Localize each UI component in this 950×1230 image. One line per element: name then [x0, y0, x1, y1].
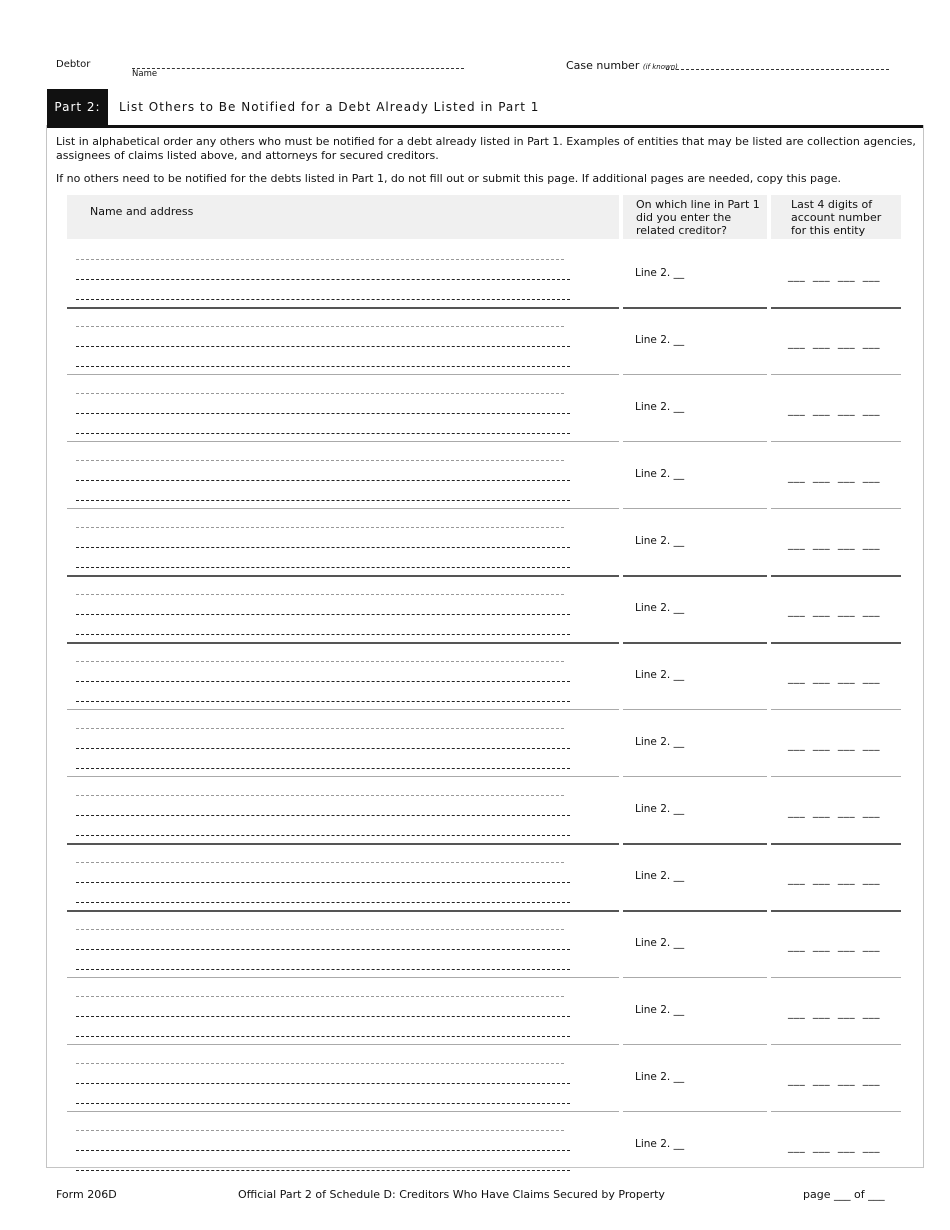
- digits-column-header: Last 4 digits of account number for this entity: [771, 195, 901, 239]
- line-number-label: Line 2. __: [635, 1004, 685, 1016]
- address-line-2[interactable]: [76, 299, 570, 300]
- account-digits-cell[interactable]: [771, 1112, 901, 1168]
- name-line[interactable]: [76, 1130, 564, 1131]
- line-number-cell[interactable]: [623, 375, 767, 442]
- account-digits-cell[interactable]: [771, 576, 901, 644]
- table-row: [67, 777, 901, 843]
- table-row: [67, 241, 901, 307]
- name-address-cell: [67, 978, 619, 1045]
- debtor-name-field[interactable]: [132, 58, 464, 69]
- table-row: [67, 710, 901, 776]
- line-number-label: Line 2. __: [635, 803, 685, 815]
- name-label: Name: [132, 69, 158, 79]
- account-digits-cell[interactable]: [771, 911, 901, 978]
- table-row: [67, 442, 901, 508]
- account-digits-blanks: ___ ___ ___ ___: [788, 806, 881, 818]
- address-line-1[interactable]: [76, 815, 570, 816]
- name-line[interactable]: [76, 594, 564, 595]
- name-line[interactable]: [76, 728, 564, 729]
- table-row: [67, 844, 901, 910]
- name-address-cell: [67, 241, 619, 309]
- name-address-cell: [67, 308, 619, 375]
- name-address-cell: [67, 1112, 619, 1168]
- address-line-1[interactable]: [76, 681, 570, 682]
- page-number: page ___ of ___: [803, 1188, 885, 1201]
- account-digits-blanks: ___ ___ ___ ___: [788, 471, 881, 483]
- name-address-cell: [67, 844, 619, 912]
- line-number-cell[interactable]: [623, 643, 767, 710]
- table-row: [67, 978, 901, 1044]
- address-line-1[interactable]: [76, 346, 570, 347]
- instruction-2: If no others need to be notified for the debts listed in Part 1, do not fill out or submit this page. If additional pages are needed, copy this page.: [56, 172, 842, 185]
- name-line[interactable]: [76, 259, 564, 260]
- table-row: [67, 375, 901, 441]
- part-title: List Others to Be Notified for a Debt Already Listed in Part 1: [119, 100, 540, 114]
- name-line[interactable]: [76, 862, 564, 863]
- line-number-label: Line 2. __: [635, 669, 685, 681]
- address-line-1[interactable]: [76, 949, 570, 950]
- line-number-cell[interactable]: [623, 978, 767, 1045]
- address-line-2[interactable]: [76, 1170, 570, 1171]
- account-digits-cell[interactable]: [771, 308, 901, 375]
- address-line-2[interactable]: [76, 768, 570, 769]
- table-row: [67, 576, 901, 642]
- table-row: [67, 509, 901, 575]
- address-line-2[interactable]: [76, 366, 570, 367]
- if-known-label: (if known): [642, 63, 678, 71]
- name-address-cell: [67, 710, 619, 777]
- account-digits-blanks: ___ ___ ___ ___: [788, 605, 881, 617]
- account-digits-cell[interactable]: [771, 844, 901, 912]
- instruction-1: List in alphabetical order any others who must be notified for a debt already listed in Part 1. Examples of entities that may be listed are collection agencies, assignees of claims listed above, and attorneys for secured creditors.: [56, 135, 916, 162]
- address-line-2[interactable]: [76, 902, 570, 903]
- name-address-cell: [67, 442, 619, 509]
- account-digits-blanks: ___ ___ ___ ___: [788, 337, 881, 349]
- line-number-label: Line 2. __: [635, 1138, 685, 1150]
- line-number-label: Line 2. __: [635, 267, 685, 279]
- account-digits-blanks: ___ ___ ___ ___: [788, 538, 881, 550]
- name-address-cell: [67, 576, 619, 644]
- case-number-field[interactable]: [666, 58, 889, 70]
- address-line-1[interactable]: [76, 614, 570, 615]
- form-number: Form 206D: [56, 1188, 117, 1201]
- line-number-cell[interactable]: [623, 509, 767, 577]
- address-line-2[interactable]: [76, 567, 570, 568]
- account-digits-blanks: ___ ___ ___ ___: [788, 1007, 881, 1019]
- address-line-2[interactable]: [76, 1103, 570, 1104]
- line-number-label: Line 2. __: [635, 602, 685, 614]
- line-number-cell[interactable]: [623, 911, 767, 978]
- address-line-1[interactable]: [76, 882, 570, 883]
- line-number-label: Line 2. __: [635, 535, 685, 547]
- line-number-label: Line 2. __: [635, 1071, 685, 1083]
- part-label: Part 2:: [47, 89, 108, 125]
- account-digits-cell[interactable]: [771, 241, 901, 309]
- table-row: [67, 308, 901, 374]
- part-2-header: [47, 89, 924, 128]
- address-line-1[interactable]: [76, 1083, 570, 1084]
- line-column-header: On which line in Part 1 did you enter the related creditor?: [623, 195, 767, 239]
- name-address-cell: [67, 911, 619, 978]
- address-line-1[interactable]: [76, 480, 570, 481]
- line-number-label: Line 2. __: [635, 468, 685, 480]
- name-address-cell: [67, 509, 619, 577]
- name-line[interactable]: [76, 527, 564, 528]
- line-number-cell[interactable]: [623, 1112, 767, 1168]
- table-row: [67, 643, 901, 709]
- address-line-2[interactable]: [76, 835, 570, 836]
- name-line[interactable]: [76, 460, 564, 461]
- address-line-2[interactable]: [76, 634, 570, 635]
- name-address-cell: [67, 375, 619, 442]
- address-line-2[interactable]: [76, 433, 570, 434]
- name-line[interactable]: [76, 661, 564, 662]
- line-number-cell[interactable]: [623, 844, 767, 912]
- name-line[interactable]: [76, 795, 564, 796]
- line-number-cell[interactable]: [623, 710, 767, 777]
- case-number-label: Case number (if known): [566, 59, 678, 72]
- address-line-1[interactable]: [76, 1016, 570, 1017]
- form-title: Official Part 2 of Schedule D: Creditors Who Have Claims Secured by Property: [238, 1188, 665, 1201]
- address-line-1[interactable]: [76, 1150, 570, 1151]
- line-number-label: Line 2. __: [635, 870, 685, 882]
- name-address-cell: [67, 643, 619, 710]
- account-digits-cell[interactable]: [771, 710, 901, 777]
- table-row: [67, 1045, 901, 1111]
- account-digits-cell[interactable]: [771, 442, 901, 509]
- account-digits-blanks: ___ ___ ___ ___: [788, 873, 881, 885]
- account-digits-cell[interactable]: [771, 777, 901, 845]
- account-digits-blanks: ___ ___ ___ ___: [788, 404, 881, 416]
- table-row: [67, 911, 901, 977]
- name-address-header: Name and address: [67, 195, 619, 239]
- line-number-cell[interactable]: [623, 1045, 767, 1112]
- account-digits-blanks: ___ ___ ___ ___: [788, 940, 881, 952]
- name-address-cell: [67, 777, 619, 845]
- address-line-1[interactable]: [76, 547, 570, 548]
- account-digits-blanks: ___ ___ ___ ___: [788, 739, 881, 751]
- account-digits-cell[interactable]: [771, 1045, 901, 1112]
- line-number-label: Line 2. __: [635, 736, 685, 748]
- line-number-cell[interactable]: [623, 576, 767, 644]
- account-digits-cell[interactable]: [771, 375, 901, 442]
- account-digits-cell[interactable]: [771, 978, 901, 1045]
- name-line[interactable]: [76, 1063, 564, 1064]
- line-number-label: Line 2. __: [635, 334, 685, 346]
- address-line-1[interactable]: [76, 413, 570, 414]
- line-number-cell[interactable]: [623, 442, 767, 509]
- name-line[interactable]: [76, 393, 564, 394]
- name-line[interactable]: [76, 326, 564, 327]
- line-number-label: Line 2. __: [635, 401, 685, 413]
- address-line-2[interactable]: [76, 701, 570, 702]
- account-digits-cell[interactable]: [771, 643, 901, 710]
- account-digits-blanks: ___ ___ ___ ___: [788, 270, 881, 282]
- account-digits-blanks: ___ ___ ___ ___: [788, 1074, 881, 1086]
- table-row: [67, 1112, 901, 1168]
- address-line-2[interactable]: [76, 969, 570, 970]
- name-line[interactable]: [76, 996, 564, 997]
- name-line[interactable]: [76, 929, 564, 930]
- line-number-cell[interactable]: [623, 308, 767, 375]
- address-line-1[interactable]: [76, 748, 570, 749]
- line-number-cell[interactable]: [623, 777, 767, 845]
- address-line-2[interactable]: [76, 500, 570, 501]
- line-number-label: Line 2. __: [635, 937, 685, 949]
- line-number-cell[interactable]: [623, 241, 767, 309]
- address-line-2[interactable]: [76, 1036, 570, 1037]
- debtor-label: Debtor: [56, 59, 91, 70]
- name-address-cell: [67, 1045, 619, 1112]
- account-digits-blanks: ___ ___ ___ ___: [788, 1141, 881, 1153]
- account-digits-blanks: ___ ___ ___ ___: [788, 672, 881, 684]
- address-line-1[interactable]: [76, 279, 570, 280]
- account-digits-cell[interactable]: [771, 509, 901, 577]
